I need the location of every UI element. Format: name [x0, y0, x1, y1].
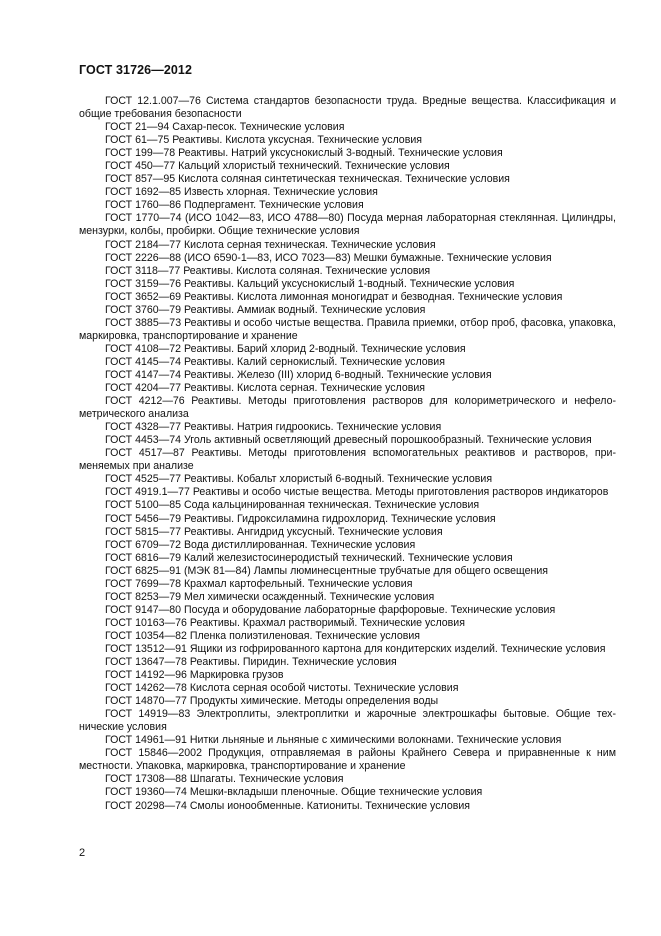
page-title: ГОСТ 31726—2012 — [79, 63, 193, 77]
reference-entry: ГОСТ 3885—73 Реактивы и особо чистые вещества. Правила приемки, отбор проб, фасовка, упаковка, маркировка, транспортирование и хранение — [79, 316, 616, 342]
reference-entry: ГОСТ 13647—78 Реактивы. Пиридин. Технические условия — [105, 656, 397, 669]
reference-entry: ГОСТ 10163—76 Реактивы. Крахмал растворимый. Технические условия — [105, 616, 465, 629]
reference-entry: ГОСТ 1692—85 Известь хлорная. Технические условия — [105, 186, 378, 199]
page-number: 2 — [79, 847, 86, 859]
reference-entry: ГОСТ 4328—77 Реактивы. Натрия гидроокись. Технические условия — [105, 421, 442, 434]
reference-entry: ГОСТ 6709—72 Вода дистиллированная. Технические условия — [105, 538, 416, 551]
reference-entry: ГОСТ 4517—87 Реактивы. Методы приготовления вспомогательных реактивов и растворов, применяемых при анализе — [79, 447, 616, 473]
reference-entry: ГОСТ 19360—74 Мешки-вкладыши пленочные. Общие технические условия — [105, 786, 483, 799]
reference-entry: ГОСТ 4147—74 Реактивы. Железо (III) хлорид 6-водный. Технические условия — [105, 368, 492, 381]
reference-entry: ГОСТ 4453—74 Уголь активный осветляющий древесный порошкообразный. Технические условия — [105, 434, 592, 447]
reference-entry: ГОСТ 4212—76 Реактивы. Методы приготовления растворов для колориметрического и нефелометрического анализа — [79, 395, 616, 421]
reference-entry: ГОСТ 14919—83 Электроплиты, электроплитки и жарочные электрошкафы бытовые. Общие технические условия — [79, 708, 616, 734]
reference-entry: ГОСТ 2226—88 (ИСО 6590-1—83, ИСО 7023—83) Мешки бумажные. Технические условия — [105, 251, 552, 264]
reference-entry: ГОСТ 3652—69 Реактивы. Кислота лимонная моногидрат и безводная. Технические условия — [105, 290, 563, 303]
reference-entry: ГОСТ 21—94 Сахар-песок. Технические условия — [105, 121, 345, 134]
reference-entry: ГОСТ 857—95 Кислота соляная синтетическая техническая. Технические условия — [105, 173, 510, 186]
reference-entry: ГОСТ 14262—78 Кислота серная особой чистоты. Технические условия — [105, 682, 459, 695]
reference-entry: ГОСТ 450—77 Кальций хлористый технический. Технические условия — [105, 160, 450, 173]
reference-entry: ГОСТ 15846—2002 Продукция, отправляемая в районы Крайнего Севера и приравненные к ним местности. Упаковка, маркировка, транспортирование и хранение — [79, 747, 616, 773]
reference-entry: ГОСТ 4525—77 Реактивы. Кобальт хлористый 6-водный. Технические условия — [105, 473, 493, 486]
reference-entry: ГОСТ 4145—74 Реактивы. Калий сернокислый. Технические условия — [105, 355, 445, 368]
reference-entry: ГОСТ 4919.1—77 Реактивы и особо чистые вещества. Методы приготовления растворов индикаторов — [105, 486, 609, 499]
reference-entry: ГОСТ 3118—77 Реактивы. Кислота соляная. Технические условия — [105, 264, 431, 277]
reference-entry: ГОСТ 13512—91 Ящики из гофрированного картона для кондитерских изделий. Технические условия — [105, 642, 606, 655]
reference-entry: ГОСТ 5456—79 Реактивы. Гидроксиламина гидрохлорид. Технические условия — [105, 512, 496, 525]
reference-entry: ГОСТ 5815—77 Реактивы. Ангидрид уксусный. Технические условия — [105, 525, 443, 538]
reference-entry: ГОСТ 7699—78 Крахмал картофельный. Технические условия — [105, 577, 413, 590]
reference-entry: ГОСТ 10354—82 Пленка полиэтиленовая. Технические условия — [105, 629, 421, 642]
reference-entry: ГОСТ 6825—91 (МЭК 81—84) Лампы люминесцентные трубчатые для общего освещения — [105, 564, 548, 577]
reference-entry: ГОСТ 199—78 Реактивы. Натрий уксуснокислый 3-водный. Технические условия — [105, 147, 503, 160]
reference-entry: ГОСТ 8253—79 Мел химически осажденный. Технические условия — [105, 590, 435, 603]
reference-entry: ГОСТ 1770—74 (ИСО 1042—83, ИСО 4788—80) Посуда мерная лабораторная стеклянная. Цилиндры, мензурки, колбы, пробирки. Общие технические условия — [79, 212, 616, 238]
reference-entry: ГОСТ 14870—77 Продукты химические. Методы определения воды — [105, 695, 439, 708]
reference-entry: ГОСТ 1760—86 Подпергамент. Технические условия — [105, 199, 364, 212]
reference-entry: ГОСТ 4204—77 Реактивы. Кислота серная. Технические условия — [105, 382, 426, 395]
reference-entry: ГОСТ 14192—96 Маркировка грузов — [105, 669, 284, 682]
reference-entry: ГОСТ 14961—91 Нитки льняные и льняные с химическими волокнами. Технические условия — [105, 734, 562, 747]
reference-entry: ГОСТ 4108—72 Реактивы. Барий хлорид 2-водный. Технические условия — [105, 342, 466, 355]
reference-entry: ГОСТ 20298—74 Смолы ионообменные. Катиониты. Технические условия — [105, 799, 471, 812]
reference-entry: ГОСТ 3760—79 Реактивы. Аммиак водный. Технические условия — [105, 303, 426, 316]
normative-references-list — [79, 95, 616, 813]
reference-entry: ГОСТ 9147—80 Посуда и оборудование лабораторные фарфоровые. Технические условия — [105, 603, 556, 616]
reference-entry: ГОСТ 61—75 Реактивы. Кислота уксусная. Технические условия — [105, 134, 422, 147]
reference-entry: ГОСТ 6816—79 Калий железистосинеродистый технический. Технические условия — [105, 551, 513, 564]
reference-entry: ГОСТ 17308—88 Шпагаты. Технические условия — [105, 773, 344, 786]
reference-entry: ГОСТ 3159—76 Реактивы. Кальций уксуснокислый 1-водный. Технические условия — [105, 277, 515, 290]
reference-entry: ГОСТ 12.1.007—76 Система стандартов безопасности труда. Вредные вещества. Классификация и общие требования безопасности — [79, 95, 616, 121]
reference-entry: ГОСТ 5100—85 Сода кальцинированная техническая. Технические условия — [105, 499, 480, 512]
reference-entry: ГОСТ 2184—77 Кислота серная техническая. Технические условия — [105, 238, 436, 251]
